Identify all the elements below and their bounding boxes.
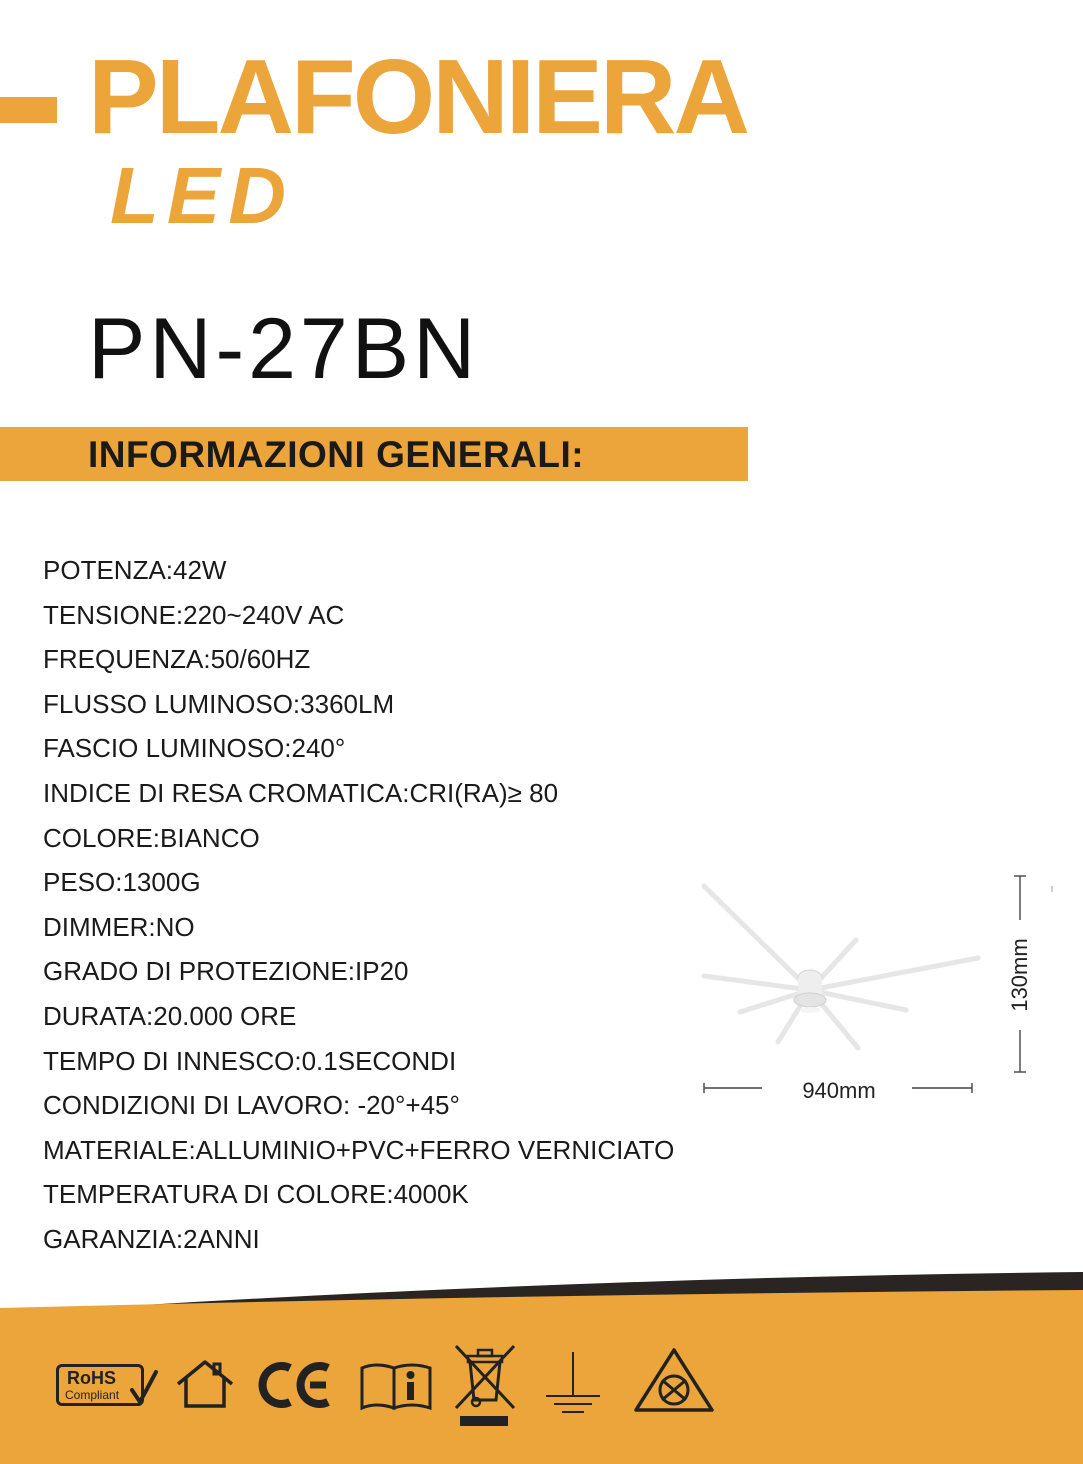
spec-item: INDICE DI RESA CROMATICA:CRI(RA)≥ 80	[43, 777, 559, 808]
ground-icon	[540, 1348, 606, 1418]
rohs-text: RoHS	[67, 1368, 116, 1388]
spec-item: PESO:1300G	[43, 867, 201, 898]
weee-bin-icon	[452, 1342, 518, 1430]
rohs-icon	[0, 1340, 170, 1430]
product-dimension-diagram	[690, 860, 1060, 1110]
width-label: 940mm	[802, 1078, 876, 1103]
spec-item: DURATA:20.000 ORE	[43, 1000, 297, 1031]
spec-item: MATERIALE:ALLUMINIO+PVC+FERRO VERNICIATO	[43, 1134, 675, 1165]
certification-icons	[0, 1340, 1083, 1430]
spec-item: POTENZA:42W	[43, 555, 227, 585]
indoor-house-icon	[174, 1358, 236, 1410]
rohs-subtext: Compliant	[65, 1388, 120, 1402]
accent-bar	[0, 97, 57, 123]
spec-item: FREQUENZA:50/60HZ	[43, 644, 311, 675]
spec-item: COLORE:BIANCO	[43, 822, 260, 853]
no-insulation-cover-icon	[632, 1346, 716, 1414]
spec-item: GARANZIA:2ANNI	[43, 1223, 260, 1254]
product-subtitle: LED	[110, 151, 294, 240]
model-number: PN-27BN	[88, 301, 480, 397]
check-icon	[128, 1368, 160, 1408]
lamp-illustration	[704, 886, 978, 1048]
spec-item: GRADO DI PROTEZIONE:IP20	[43, 956, 409, 987]
product-title: PLAFONIERA	[88, 38, 747, 156]
spec-list	[43, 548, 674, 1262]
spec-item: TEMPERATURA DI COLORE:4000K	[43, 1179, 469, 1210]
spec-item: FLUSSO LUMINOSO:3360LM	[43, 688, 395, 719]
height-label: 130mm	[1007, 938, 1032, 1012]
spec-item: CONDIZIONI DI LAVORO: -20°+45°	[43, 1090, 460, 1121]
manual-info-icon	[358, 1360, 434, 1412]
spec-item: TEMPO DI INNESCO:0.1SECONDI	[43, 1045, 457, 1076]
spec-item: FASCIO LUMINOSO:240°	[43, 733, 346, 764]
ce-mark-icon	[254, 1360, 334, 1410]
spec-item: TENSIONE:220~240V AC	[43, 599, 345, 630]
section-title: INFORMAZIONI GENERALI:	[88, 434, 585, 475]
spec-item: DIMMER:NO	[43, 911, 195, 942]
